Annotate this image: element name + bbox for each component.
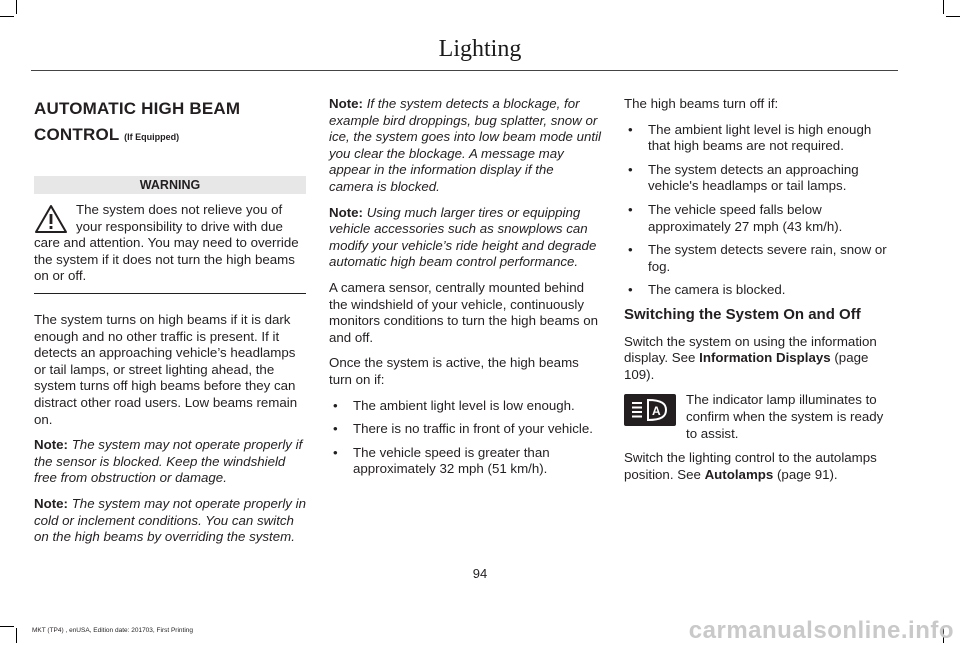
page-number: 94 xyxy=(472,566,488,581)
bullet-icon: • xyxy=(628,201,633,217)
list-item-text: The system detects severe rain, snow or fog. xyxy=(648,242,887,274)
note-paragraph xyxy=(34,496,306,546)
note-text: The system may not operate properly in cold or inclement conditions. You can switch on the high beams by overriding the system. xyxy=(34,495,306,545)
note-paragraph xyxy=(34,437,306,487)
list-item xyxy=(624,122,896,155)
note-label: Note: xyxy=(34,495,68,511)
bullet-icon: • xyxy=(628,121,633,137)
bullet-icon: • xyxy=(628,161,633,177)
switch-text: Switch the system on using the information display. See xyxy=(624,333,877,366)
section-title-line1: AUTOMATIC HIGH BEAM xyxy=(34,99,241,118)
switch-paragraph xyxy=(624,334,896,384)
page-header-title: Lighting xyxy=(438,36,522,62)
on-conditions-intro: Once the system is active, the high beams turn on if: xyxy=(329,355,579,387)
bullet-icon: • xyxy=(628,282,633,298)
svg-text:A: A xyxy=(652,404,661,419)
crop-mark xyxy=(0,16,14,17)
list-item xyxy=(624,242,896,275)
note-text: The system may not operate properly if the sensor is blocked. Keep the windshield free from obstruction or damage. xyxy=(34,437,303,486)
note-label: Note: xyxy=(34,437,68,453)
list-item xyxy=(329,421,601,438)
column-1 xyxy=(34,96,306,555)
footer-edition: MKT (TP4) , enUSA, Edition date: 201703, First Printing xyxy=(32,627,194,634)
crop-mark xyxy=(16,628,17,643)
indicator-row xyxy=(624,392,896,442)
crop-mark xyxy=(943,0,944,14)
list-item-text: There is no traffic in front of your vehicle. xyxy=(353,421,593,437)
off-conditions-list xyxy=(624,122,896,299)
list-item-text: The system detects an approaching vehicle's headlamps or tail lamps. xyxy=(648,161,859,194)
list-item xyxy=(624,202,896,235)
list-item xyxy=(329,445,601,478)
bullet-icon: • xyxy=(333,421,338,437)
off-conditions-intro: The high beams turn off if: xyxy=(624,96,779,111)
bullet-icon: • xyxy=(628,242,633,258)
note-text: If the system detects a blockage, for example bird droppings, bug splatter, snow or ice, the system goes into low beam mode until you clear the blockage. A message may appear in the information display if the camera is blocked. xyxy=(329,96,601,194)
cross-reference-link[interactable]: Information Displays xyxy=(699,350,831,366)
crop-mark xyxy=(0,626,14,627)
header-divider xyxy=(31,70,898,71)
list-item-text: The vehicle speed falls below approximately 27 mph (43 km/h). xyxy=(648,201,843,234)
autolamps-paragraph xyxy=(624,450,896,483)
list-item xyxy=(624,282,896,299)
on-conditions-list xyxy=(329,398,601,478)
bullet-icon: • xyxy=(333,444,338,460)
list-item xyxy=(624,162,896,195)
list-item-text: The camera is blocked. xyxy=(648,282,786,298)
note-paragraph xyxy=(329,96,601,196)
cross-reference-link[interactable]: Autolamps xyxy=(704,466,774,482)
list-item-text: The vehicle speed is greater than approximately 32 mph (51 km/h). xyxy=(353,444,550,477)
list-item xyxy=(329,398,601,415)
autolamps-text: Switch the lighting control to the autolamps position. See xyxy=(624,450,877,482)
list-item-text: The ambient light level is low enough. xyxy=(353,397,575,413)
page-reference: (page 91). xyxy=(773,466,838,482)
note-label: Note: xyxy=(329,96,363,111)
note-label: Note: xyxy=(329,204,363,220)
warning-box xyxy=(34,202,306,285)
warning-divider xyxy=(34,293,306,294)
auto-high-beam-indicator-icon xyxy=(624,394,676,426)
column-3 xyxy=(624,96,896,492)
indicator-text: The indicator lamp illuminates to confirm when the system is ready to assist. xyxy=(686,392,884,441)
section-title xyxy=(34,96,306,150)
page-reference: (page 109). xyxy=(624,350,869,382)
crop-mark xyxy=(946,16,960,17)
note-paragraph xyxy=(329,205,601,271)
bullet-icon: • xyxy=(333,397,338,413)
equipped-label: (If Equipped) xyxy=(124,132,180,142)
warning-text: The system does not relieve you of your responsibility to drive with due care and attention. You may need to override the system if it does not turn the high beams on or off. xyxy=(34,202,299,284)
camera-paragraph: A camera sensor, centrally mounted behind the windshield of your vehicle, continuously monitors conditions to turn the high beams on and off. xyxy=(329,279,599,345)
list-item-text: The ambient light level is high enough that high beams are not required. xyxy=(648,121,872,154)
column-2 xyxy=(329,96,601,486)
section-title-line2: CONTROL xyxy=(34,125,120,144)
crop-mark xyxy=(16,0,17,14)
intro-paragraph: The system turns on high beams if it is dark enough and no other traffic is present. If it detects an approaching vehicle’s headlamps or tail lamps, or street lighting ahead, the system turns off high beams before they can distract other road users. Low beams remain on. xyxy=(34,311,298,427)
warning-header: WARNING xyxy=(34,176,306,194)
note-text: Using much larger tires or equipping vehicle accessories such as snowplows can modify your vehicle’s ride height and degrade automatic high beam control performance. xyxy=(329,204,597,270)
warning-triangle-icon xyxy=(34,204,68,234)
watermark: carmanualsonline.info xyxy=(688,617,954,644)
subsection-title: Switching the System On and Off xyxy=(624,305,861,323)
